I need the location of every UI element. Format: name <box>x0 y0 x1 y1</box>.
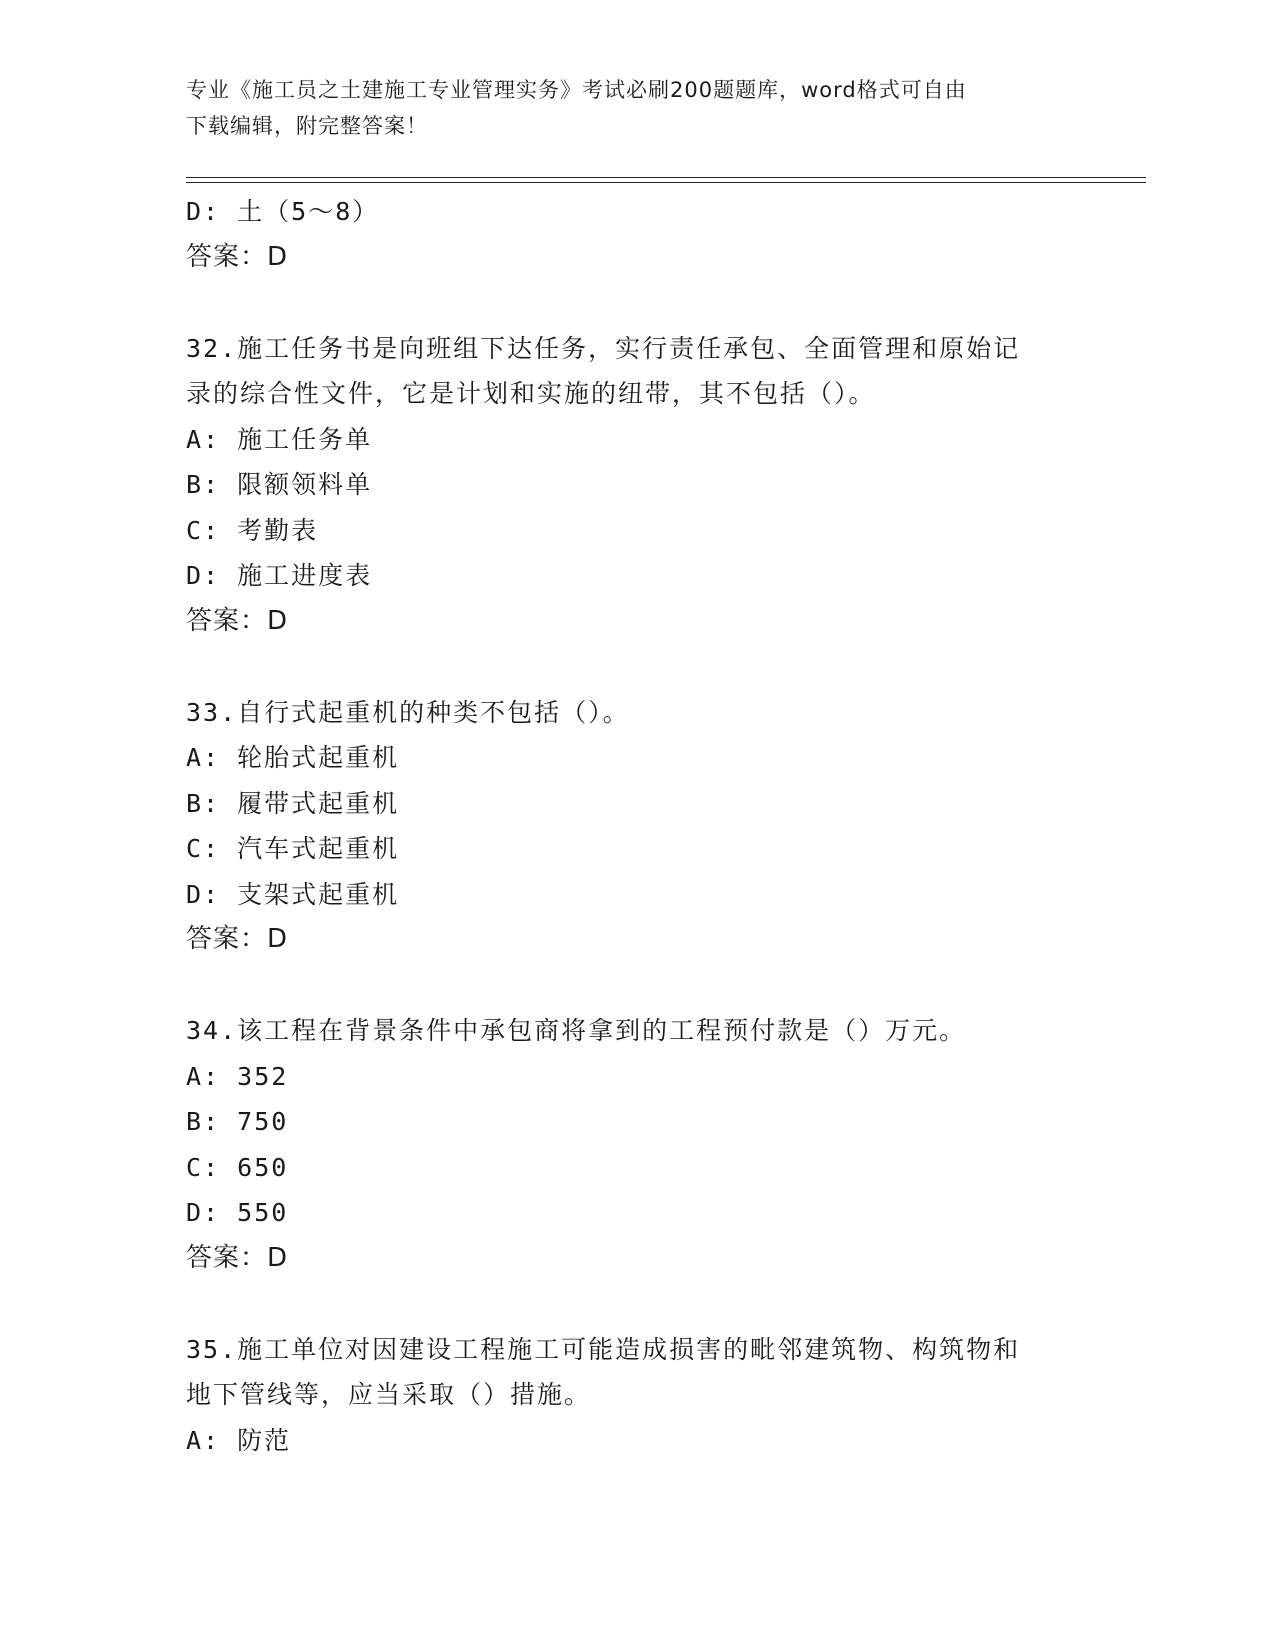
question-stem: 35.施工单位对因建设工程施工可能造成损害的毗邻建筑物、构筑物和 <box>186 1334 1021 1364</box>
question-stem: 地下管线等，应当采取（）措施。 <box>186 1380 592 1409</box>
question-stem: 34.该工程在背景条件中承包商将拿到的工程预付款是（）万元。 <box>186 1016 967 1045</box>
option-c: C: 汽车式起重机 <box>186 834 400 863</box>
question-32 <box>186 326 1086 645</box>
option-d: D: 土（5～8） <box>186 197 380 226</box>
question-34 <box>186 1008 1086 1281</box>
option-a: A: 轮胎式起重机 <box>186 743 400 772</box>
spacer <box>186 963 1086 1009</box>
header-line-2: 下载编辑，附完整答案！ <box>186 114 428 138</box>
answer-line: 答案：D <box>186 1242 289 1273</box>
option-d: D: 施工进度表 <box>186 561 373 590</box>
question-stem: 32.施工任务书是向班组下达任务，实行责任承包、全面管理和原始记 <box>186 333 1021 363</box>
question-33 <box>186 690 1086 963</box>
header-divider-bottom <box>186 182 1146 183</box>
option-d: D: 550 <box>186 1198 289 1227</box>
question-list <box>186 189 1086 1463</box>
page-header <box>186 72 1066 144</box>
option-a: A: 352 <box>186 1061 289 1091</box>
option-d: D: 支架式起重机 <box>186 879 400 909</box>
option-b: B: 限额领料单 <box>186 470 373 499</box>
answer-line: 答案：D <box>186 241 289 272</box>
option-b: B: 750 <box>186 1107 289 1136</box>
option-a: A: 施工任务单 <box>186 424 373 454</box>
question-stem: 录的综合性文件，它是计划和实施的纽带，其不包括（）。 <box>186 379 876 408</box>
header-divider-top <box>186 177 1146 178</box>
option-b: B: 履带式起重机 <box>186 788 400 818</box>
spacer <box>186 644 1086 690</box>
answer-line: 答案：D <box>186 924 289 954</box>
answer-line: 答案：D <box>186 605 289 636</box>
option-c: C: 考勤表 <box>186 515 319 545</box>
option-c: C: 650 <box>186 1152 289 1182</box>
header-line-1: 专业《施工员之土建施工专业管理实务》考试必刷200题题库，word格式可自由 <box>186 78 967 102</box>
question-35 <box>186 1327 1086 1464</box>
spacer <box>186 280 1086 326</box>
question-stem: 33.自行式起重机的种类不包括（）。 <box>186 697 630 727</box>
option-a: A: 防范 <box>186 1425 292 1455</box>
spacer <box>186 1281 1086 1327</box>
